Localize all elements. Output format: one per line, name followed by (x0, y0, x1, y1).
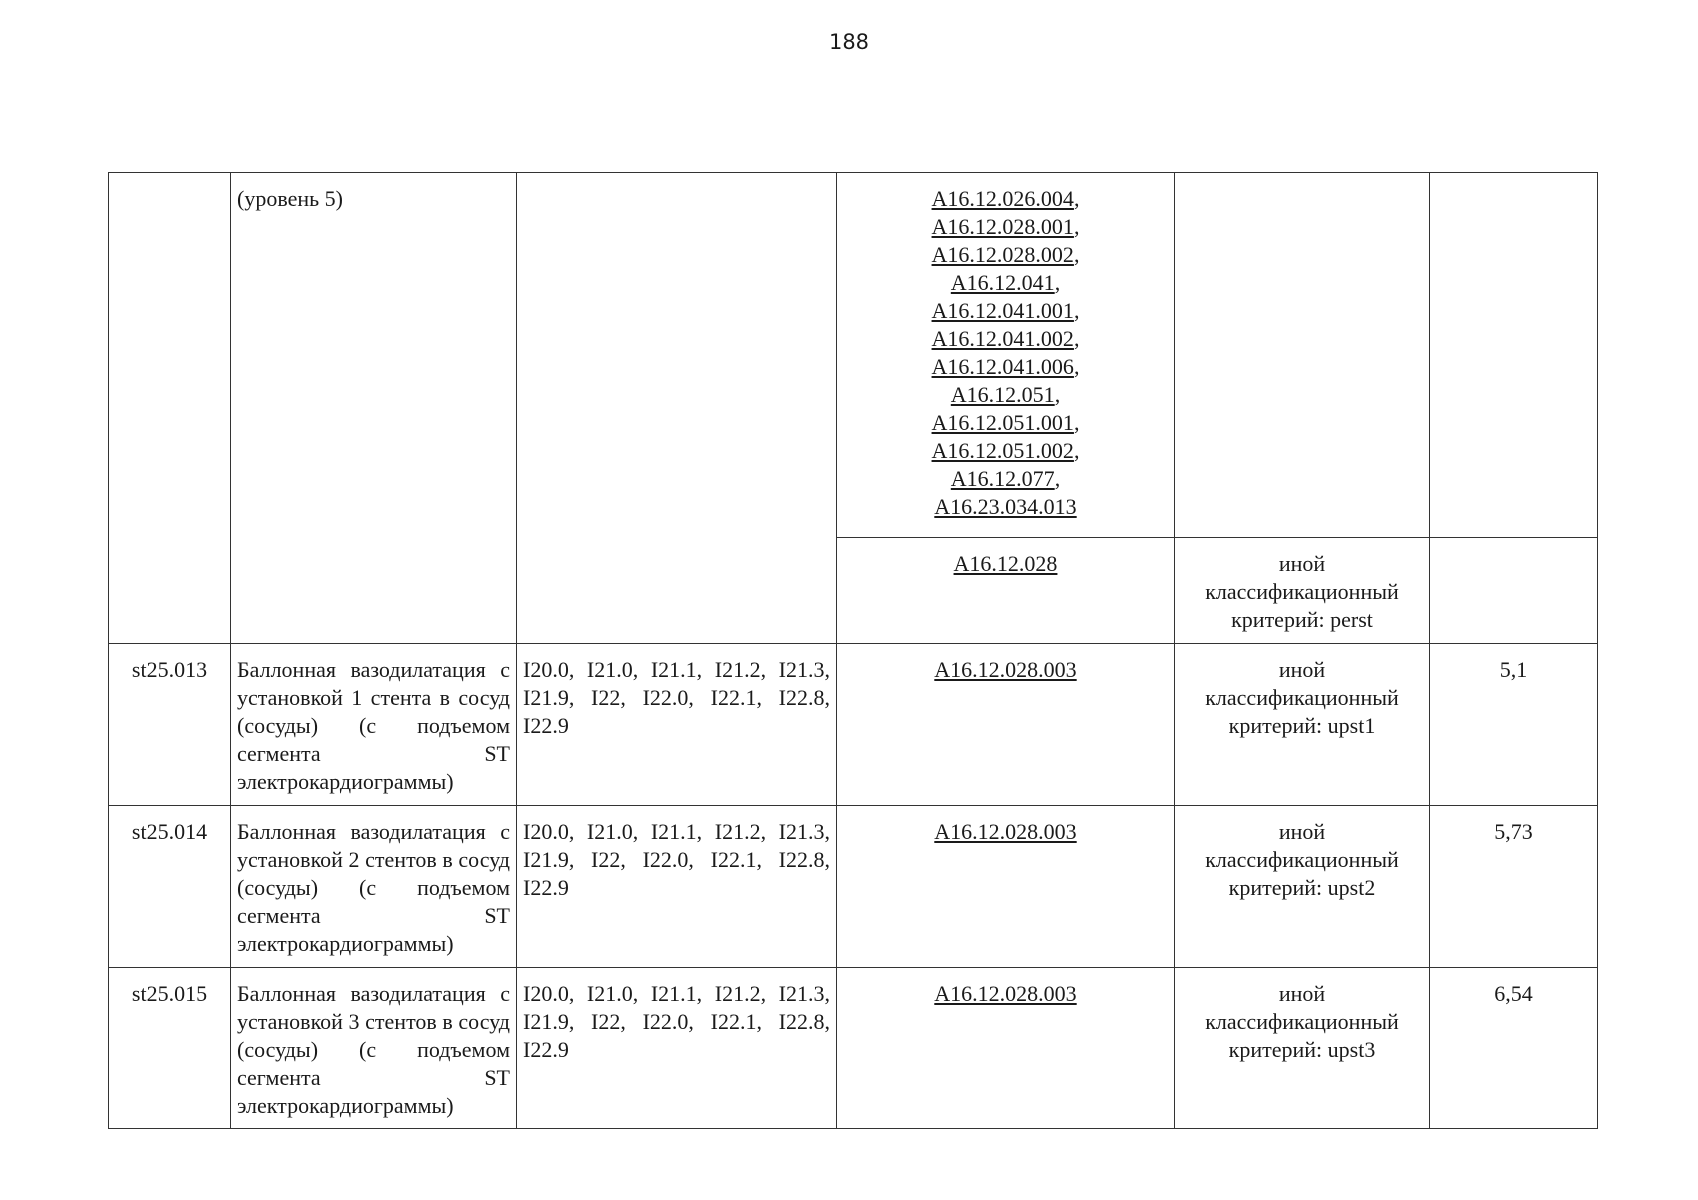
procedure-link[interactable]: А16.12.077 (950, 466, 1055, 491)
criterion-cell (1175, 173, 1430, 538)
diagnoses-cell: I20.0, I21.0, I21.1, I21.2, I21.3, I21.9, I22, I22.0, I22.1, I22.8, I22.9 (517, 644, 837, 806)
procedure-code-line: А16.12.051, (950, 382, 1061, 407)
criterion-cell: иной классификационный критерий: perst (1175, 538, 1430, 644)
procedure-code-line: А16.12.041.001, (931, 298, 1080, 323)
procedure-code-line (843, 493, 1168, 521)
procedure-code-line: А16.12.028.002, (931, 242, 1080, 267)
coefficient-cell: 5,73 (1430, 806, 1598, 968)
code-cell: st25.014 (109, 806, 231, 968)
diagnoses-cell: I20.0, I21.0, I21.1, I21.2, I21.3, I21.9, I22, I22.0, I22.1, I22.8, I22.9 (517, 806, 837, 968)
procedure-link[interactable]: А16.23.034.013 (934, 494, 1077, 519)
page-number: 188 (828, 30, 870, 54)
procedure-link[interactable]: А16.12.051 (950, 382, 1055, 407)
code-cell: st25.013 (109, 644, 231, 806)
procedure-link[interactable]: А16.12.028.002 (931, 242, 1074, 267)
table-row (109, 173, 1598, 538)
coefficient-cell (1430, 538, 1598, 644)
diagnoses-cell: I20.0, I21.0, I21.1, I21.2, I21.3, I21.9, I22, I22.0, I22.1, I22.8, I22.9 (517, 968, 837, 1129)
criterion-cell: иной классификационный критерий: upst3 (1175, 968, 1430, 1129)
procedures-cell (837, 806, 1175, 968)
procedure-code-line: А16.12.041, (950, 270, 1061, 295)
table-row (109, 968, 1598, 1129)
tariff-table (108, 172, 1598, 1129)
procedures-cell (837, 538, 1175, 644)
coefficient-cell (1430, 173, 1598, 538)
procedure-link[interactable]: А16.12.028.003 (934, 657, 1077, 682)
coefficient-cell: 6,54 (1430, 968, 1598, 1129)
procedure-link[interactable]: А16.12.026.004 (931, 186, 1074, 211)
procedure-link[interactable]: А16.12.028.001 (931, 214, 1074, 239)
procedures-cell (837, 644, 1175, 806)
name-cell: Баллонная вазодилатация с установкой 3 стентов в сосуд (сосуды) (с подъемом сегмента ST электрокардиограммы) (231, 968, 517, 1129)
name-cell: Баллонная вазодилатация с установкой 1 стента в сосуд (сосуды) (с подъемом сегмента ST электрокардиограммы) (231, 644, 517, 806)
procedure-link[interactable]: А16.12.041 (950, 270, 1055, 295)
procedure-code-line: А16.12.028.001, (931, 214, 1080, 239)
procedure-code-line: А16.12.077, (950, 466, 1061, 491)
procedure-code-line: А16.12.041.006, (931, 354, 1080, 379)
name-cell: Баллонная вазодилатация с установкой 2 стентов в сосуд (сосуды) (с подъемом сегмента ST электрокардиограммы) (231, 806, 517, 968)
procedure-link[interactable]: А16.12.041.001 (931, 298, 1074, 323)
procedure-link[interactable]: А16.12.028 (953, 551, 1058, 576)
procedure-code-line: А16.12.041.002, (931, 326, 1080, 351)
criterion-cell: иной классификационный критерий: upst2 (1175, 806, 1430, 968)
procedure-link[interactable]: А16.12.041.006 (931, 354, 1074, 379)
code-cell: st25.015 (109, 968, 231, 1129)
procedure-link[interactable]: А16.12.028.003 (934, 981, 1077, 1006)
procedures-cell (837, 173, 1175, 538)
procedure-link[interactable]: А16.12.051.002 (931, 438, 1074, 463)
coefficient-cell: 5,1 (1430, 644, 1598, 806)
code-cell (109, 173, 231, 644)
procedure-link[interactable]: А16.12.051.001 (931, 410, 1074, 435)
procedure-link[interactable]: А16.12.041.002 (931, 326, 1074, 351)
table-row (109, 644, 1598, 806)
criterion-cell: иной классификационный критерий: upst1 (1175, 644, 1430, 806)
procedure-code-line: А16.12.026.004, (931, 186, 1080, 211)
procedure-code-line: А16.12.051.002, (931, 438, 1080, 463)
procedure-link[interactable]: А16.12.028.003 (934, 819, 1077, 844)
table-row (109, 806, 1598, 968)
procedure-code-line: А16.12.051.001, (931, 410, 1080, 435)
name-cell: (уровень 5) (231, 173, 517, 644)
diagnoses-cell (517, 173, 837, 644)
procedures-cell (837, 968, 1175, 1129)
